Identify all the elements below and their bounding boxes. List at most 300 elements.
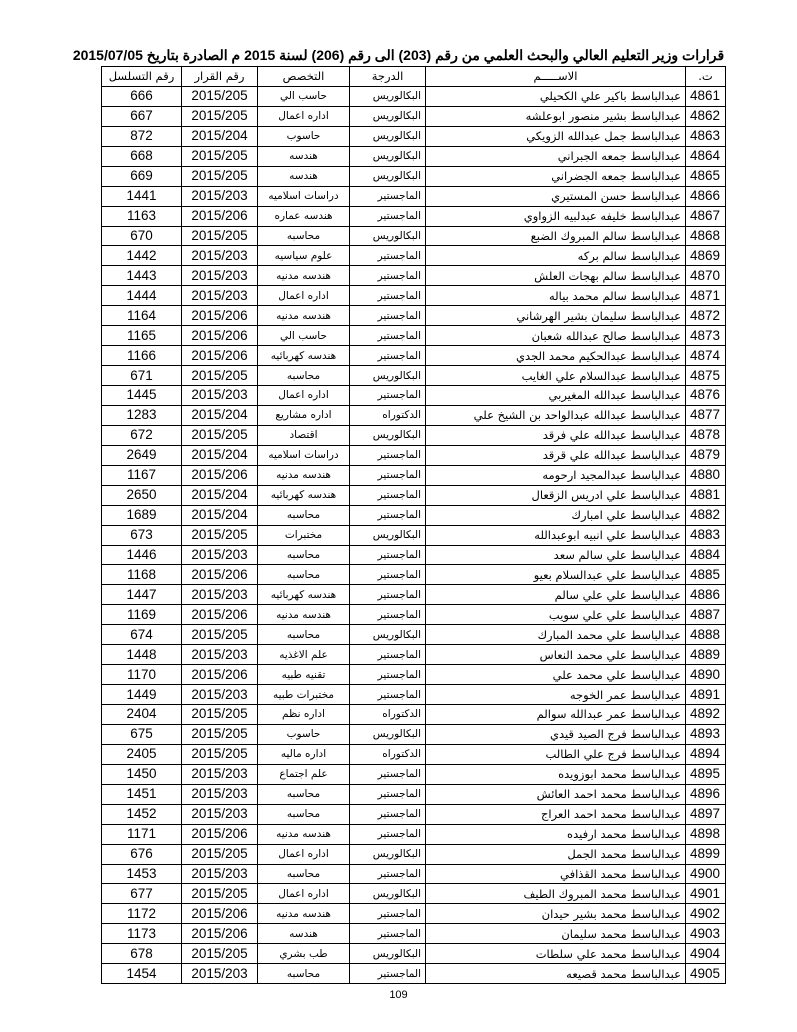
table-row bbox=[102, 645, 726, 665]
cell-seq: 4874 bbox=[686, 346, 726, 366]
cell-seq: 4869 bbox=[686, 246, 726, 266]
cell-seq: 4888 bbox=[686, 625, 726, 645]
cell-serial-number: 1443 bbox=[102, 266, 182, 286]
cell-serial-number: 1172 bbox=[102, 904, 182, 924]
cell-name: عبدالباسط عبدالسلام علي الغايب bbox=[426, 366, 686, 386]
cell-seq: 4882 bbox=[686, 505, 726, 525]
cell-seq: 4891 bbox=[686, 685, 726, 705]
cell-specialization: محاسبه bbox=[258, 545, 350, 565]
cell-specialization: هندسه كهربائيه bbox=[258, 485, 350, 505]
cell-degree: البكالوريس bbox=[350, 724, 426, 744]
header-specialization: التخصص bbox=[258, 67, 350, 87]
cell-degree: الماجستير bbox=[350, 565, 426, 585]
table-row bbox=[102, 366, 726, 386]
table-row bbox=[102, 605, 726, 625]
cell-name: عبدالباسط علي عبدالسلام بعيو bbox=[426, 565, 686, 585]
cell-degree: الماجستير bbox=[350, 764, 426, 784]
cell-seq: 4868 bbox=[686, 226, 726, 246]
cell-decision-number: 2015/205 bbox=[182, 146, 258, 166]
cell-degree: الماجستير bbox=[350, 266, 426, 286]
cell-decision-number: 2015/204 bbox=[182, 405, 258, 425]
cell-serial-number: 1165 bbox=[102, 326, 182, 346]
cell-seq: 4862 bbox=[686, 106, 726, 126]
cell-seq: 4885 bbox=[686, 565, 726, 585]
table-row bbox=[102, 186, 726, 206]
cell-serial-number: 666 bbox=[102, 86, 182, 106]
cell-specialization: علوم سياسيه bbox=[258, 246, 350, 266]
cell-seq: 4881 bbox=[686, 485, 726, 505]
cell-name: عبدالباسط سليمان بشير الهرشاني bbox=[426, 306, 686, 326]
cell-decision-number: 2015/204 bbox=[182, 505, 258, 525]
cell-name: عبدالباسط عبدالله علي فرقد bbox=[426, 425, 686, 445]
cell-name: عبدالباسط فرج علي الطالب bbox=[426, 744, 686, 764]
cell-specialization: هندسه عماره bbox=[258, 206, 350, 226]
cell-seq: 4904 bbox=[686, 944, 726, 964]
cell-name: عبدالباسط محمد قصيعه bbox=[426, 964, 686, 984]
cell-name: عبدالباسط علي محمد المبارك bbox=[426, 625, 686, 645]
cell-seq: 4894 bbox=[686, 744, 726, 764]
cell-decision-number: 2015/205 bbox=[182, 884, 258, 904]
table-row bbox=[102, 525, 726, 545]
cell-name: عبدالباسط عبدالله علي قرقد bbox=[426, 445, 686, 465]
cell-serial-number: 1164 bbox=[102, 306, 182, 326]
cell-specialization: هندسه bbox=[258, 924, 350, 944]
cell-specialization: هندسه مدنيه bbox=[258, 824, 350, 844]
table-row bbox=[102, 226, 726, 246]
cell-specialization: محاسبه bbox=[258, 565, 350, 585]
cell-decision-number: 2015/203 bbox=[182, 964, 258, 984]
table-row bbox=[102, 824, 726, 844]
cell-degree: الماجستير bbox=[350, 246, 426, 266]
cell-seq: 4889 bbox=[686, 645, 726, 665]
cell-degree: الدكتوراه bbox=[350, 744, 426, 764]
cell-decision-number: 2015/203 bbox=[182, 286, 258, 306]
table-row bbox=[102, 864, 726, 884]
table-row bbox=[102, 286, 726, 306]
cell-name: عبدالباسط عبدالحكيم محمد الجدي bbox=[426, 346, 686, 366]
cell-degree: الماجستير bbox=[350, 645, 426, 665]
cell-decision-number: 2015/206 bbox=[182, 824, 258, 844]
cell-serial-number: 674 bbox=[102, 625, 182, 645]
cell-degree: الماجستير bbox=[350, 386, 426, 406]
cell-decision-number: 2015/206 bbox=[182, 904, 258, 924]
cell-degree: البكالوريس bbox=[350, 425, 426, 445]
cell-degree: الماجستير bbox=[350, 824, 426, 844]
cell-degree: البكالوريس bbox=[350, 86, 426, 106]
cell-decision-number: 2015/203 bbox=[182, 246, 258, 266]
cell-name: عبدالباسط علي محمد علي bbox=[426, 665, 686, 685]
cell-specialization: هندسه مدنيه bbox=[258, 266, 350, 286]
cell-degree: الماجستير bbox=[350, 685, 426, 705]
cell-specialization: اداره اعمال bbox=[258, 106, 350, 126]
cell-seq: 4883 bbox=[686, 525, 726, 545]
cell-specialization: محاسبه bbox=[258, 804, 350, 824]
cell-decision-number: 2015/206 bbox=[182, 326, 258, 346]
cell-specialization: علم اجتماع bbox=[258, 764, 350, 784]
cell-serial-number: 677 bbox=[102, 884, 182, 904]
cell-degree: الدكتوراه bbox=[350, 705, 426, 725]
table-row bbox=[102, 904, 726, 924]
cell-specialization: دراسات اسلاميه bbox=[258, 445, 350, 465]
cell-name: عبدالباسط محمد بشير حيدان bbox=[426, 904, 686, 924]
cell-seq: 4866 bbox=[686, 186, 726, 206]
cell-seq: 4872 bbox=[686, 306, 726, 326]
cell-seq: 4864 bbox=[686, 146, 726, 166]
cell-seq: 4903 bbox=[686, 924, 726, 944]
cell-name: عبدالباسط صالح عبدالله شعبان bbox=[426, 326, 686, 346]
cell-serial-number: 1453 bbox=[102, 864, 182, 884]
cell-serial-number: 1173 bbox=[102, 924, 182, 944]
table-row bbox=[102, 445, 726, 465]
cell-degree: البكالوريس bbox=[350, 106, 426, 126]
cell-specialization: حاسوب bbox=[258, 126, 350, 146]
cell-seq: 4878 bbox=[686, 425, 726, 445]
cell-seq: 4863 bbox=[686, 126, 726, 146]
cell-decision-number: 2015/206 bbox=[182, 924, 258, 944]
cell-decision-number: 2015/205 bbox=[182, 744, 258, 764]
cell-decision-number: 2015/206 bbox=[182, 605, 258, 625]
cell-degree: البكالوريس bbox=[350, 525, 426, 545]
cell-seq: 4870 bbox=[686, 266, 726, 286]
cell-decision-number: 2015/205 bbox=[182, 106, 258, 126]
cell-name: عبدالباسط محمد سليمان bbox=[426, 924, 686, 944]
cell-decision-number: 2015/205 bbox=[182, 844, 258, 864]
header-decision-number: رقم القرار bbox=[182, 67, 258, 87]
cell-specialization: محاسبه bbox=[258, 784, 350, 804]
cell-degree: الماجستير bbox=[350, 326, 426, 346]
cell-serial-number: 678 bbox=[102, 944, 182, 964]
table-row bbox=[102, 685, 726, 705]
cell-seq: 4897 bbox=[686, 804, 726, 824]
cell-seq: 4893 bbox=[686, 724, 726, 744]
cell-specialization: اداره اعمال bbox=[258, 286, 350, 306]
cell-decision-number: 2015/206 bbox=[182, 346, 258, 366]
cell-name: عبدالباسط عبدالله عبدالواحد بن الشيخ علي bbox=[426, 405, 686, 425]
cell-seq: 4867 bbox=[686, 206, 726, 226]
cell-serial-number: 1454 bbox=[102, 964, 182, 984]
cell-specialization: اداره نظم bbox=[258, 705, 350, 725]
cell-name: عبدالباسط علي ادريس الزقعال bbox=[426, 485, 686, 505]
cell-name: عبدالباسط محمد القذافي bbox=[426, 864, 686, 884]
table-row bbox=[102, 346, 726, 366]
cell-serial-number: 1166 bbox=[102, 346, 182, 366]
table-row bbox=[102, 86, 726, 106]
table-row bbox=[102, 724, 726, 744]
cell-name: عبدالباسط محمد ابوزويده bbox=[426, 764, 686, 784]
cell-name: عبدالباسط محمد ارفيده bbox=[426, 824, 686, 844]
cell-serial-number: 2404 bbox=[102, 705, 182, 725]
cell-decision-number: 2015/205 bbox=[182, 366, 258, 386]
cell-degree: الماجستير bbox=[350, 286, 426, 306]
cell-name: عبدالباسط فرج الصيد قيدي bbox=[426, 724, 686, 744]
cell-seq: 4899 bbox=[686, 844, 726, 864]
cell-serial-number: 1441 bbox=[102, 186, 182, 206]
cell-degree: الماجستير bbox=[350, 505, 426, 525]
cell-decision-number: 2015/205 bbox=[182, 226, 258, 246]
cell-serial-number: 668 bbox=[102, 146, 182, 166]
cell-decision-number: 2015/206 bbox=[182, 306, 258, 326]
cell-name: عبدالباسط عبدالله المغيربي bbox=[426, 386, 686, 406]
cell-degree: الماجستير bbox=[350, 306, 426, 326]
table-row bbox=[102, 625, 726, 645]
cell-specialization: هندسه bbox=[258, 146, 350, 166]
cell-name: عبدالباسط جمل عبدالله الزويكي bbox=[426, 126, 686, 146]
table-row bbox=[102, 465, 726, 485]
table-row bbox=[102, 106, 726, 126]
cell-specialization: تقنيه طبيه bbox=[258, 665, 350, 685]
cell-decision-number: 2015/205 bbox=[182, 944, 258, 964]
cell-serial-number: 675 bbox=[102, 724, 182, 744]
cell-specialization: دراسات اسلاميه bbox=[258, 186, 350, 206]
cell-decision-number: 2015/205 bbox=[182, 86, 258, 106]
table-row bbox=[102, 405, 726, 425]
cell-specialization: محاسبه bbox=[258, 625, 350, 645]
table-body bbox=[102, 86, 726, 983]
table-row bbox=[102, 206, 726, 226]
cell-decision-number: 2015/205 bbox=[182, 625, 258, 645]
cell-serial-number: 1445 bbox=[102, 386, 182, 406]
cell-name: عبدالباسط محمد علي سلطات bbox=[426, 944, 686, 964]
cell-specialization: اداره ماليه bbox=[258, 744, 350, 764]
cell-decision-number: 2015/205 bbox=[182, 166, 258, 186]
cell-seq: 4876 bbox=[686, 386, 726, 406]
table-row bbox=[102, 565, 726, 585]
cell-name: عبدالباسط محمد احمد العراج bbox=[426, 804, 686, 824]
cell-seq: 4879 bbox=[686, 445, 726, 465]
cell-degree: الماجستير bbox=[350, 605, 426, 625]
cell-degree: البكالوريس bbox=[350, 146, 426, 166]
cell-degree: الدكتوراه bbox=[350, 405, 426, 425]
cell-specialization: هندسه مدنيه bbox=[258, 605, 350, 625]
cell-name: عبدالباسط جمعه الجضراني bbox=[426, 166, 686, 186]
cell-specialization: مختبرات bbox=[258, 525, 350, 545]
decisions-table bbox=[101, 66, 726, 984]
cell-seq: 4875 bbox=[686, 366, 726, 386]
cell-decision-number: 2015/203 bbox=[182, 266, 258, 286]
header-name: الاســـــم bbox=[426, 67, 686, 87]
header-seq: ت. bbox=[686, 67, 726, 87]
table-row bbox=[102, 545, 726, 565]
cell-decision-number: 2015/203 bbox=[182, 186, 258, 206]
cell-specialization: طب بشري bbox=[258, 944, 350, 964]
cell-serial-number: 1283 bbox=[102, 405, 182, 425]
cell-name: عبدالباسط محمد المبروك الطيف bbox=[426, 884, 686, 904]
cell-serial-number: 2405 bbox=[102, 744, 182, 764]
table-row bbox=[102, 146, 726, 166]
cell-name: عبدالباسط بشير منصور ابوعلشه bbox=[426, 106, 686, 126]
cell-seq: 4873 bbox=[686, 326, 726, 346]
cell-specialization: محاسبه bbox=[258, 964, 350, 984]
cell-serial-number: 667 bbox=[102, 106, 182, 126]
cell-seq: 4880 bbox=[686, 465, 726, 485]
table-row bbox=[102, 326, 726, 346]
cell-specialization: محاسبه bbox=[258, 864, 350, 884]
cell-name: عبدالباسط عمر الخوجه bbox=[426, 685, 686, 705]
cell-decision-number: 2015/205 bbox=[182, 425, 258, 445]
cell-specialization: اقتصاد bbox=[258, 425, 350, 445]
cell-seq: 4890 bbox=[686, 665, 726, 685]
cell-degree: الماجستير bbox=[350, 206, 426, 226]
cell-serial-number: 1447 bbox=[102, 585, 182, 605]
cell-degree: البكالوريس bbox=[350, 226, 426, 246]
table-row bbox=[102, 166, 726, 186]
cell-serial-number: 670 bbox=[102, 226, 182, 246]
cell-degree: الماجستير bbox=[350, 465, 426, 485]
cell-name: عبدالباسط علي علي سويب bbox=[426, 605, 686, 625]
cell-decision-number: 2015/204 bbox=[182, 445, 258, 465]
cell-decision-number: 2015/205 bbox=[182, 525, 258, 545]
table-row bbox=[102, 884, 726, 904]
cell-specialization: هندسه كهربائيه bbox=[258, 585, 350, 605]
table-header-row bbox=[102, 67, 726, 87]
table-row bbox=[102, 425, 726, 445]
cell-degree: الماجستير bbox=[350, 186, 426, 206]
cell-seq: 4905 bbox=[686, 964, 726, 984]
cell-name: عبدالباسط محمد الجمل bbox=[426, 844, 686, 864]
table-row bbox=[102, 505, 726, 525]
cell-serial-number: 671 bbox=[102, 366, 182, 386]
cell-decision-number: 2015/206 bbox=[182, 206, 258, 226]
table-row bbox=[102, 804, 726, 824]
cell-serial-number: 1171 bbox=[102, 824, 182, 844]
cell-degree: الماجستير bbox=[350, 784, 426, 804]
cell-specialization: مختبرات طبيه bbox=[258, 685, 350, 705]
table-row bbox=[102, 844, 726, 864]
cell-specialization: اداره اعمال bbox=[258, 884, 350, 904]
cell-specialization: هندسه مدنيه bbox=[258, 306, 350, 326]
cell-name: عبدالباسط سالم المبروك الضبع bbox=[426, 226, 686, 246]
cell-serial-number: 1450 bbox=[102, 764, 182, 784]
cell-specialization: هندسه كهربائيه bbox=[258, 346, 350, 366]
cell-serial-number: 1449 bbox=[102, 685, 182, 705]
cell-degree: الماجستير bbox=[350, 804, 426, 824]
cell-serial-number: 1448 bbox=[102, 645, 182, 665]
cell-specialization: اداره مشاريع bbox=[258, 405, 350, 425]
table-row bbox=[102, 764, 726, 784]
cell-seq: 4900 bbox=[686, 864, 726, 884]
page-number: 109 bbox=[389, 989, 408, 1001]
table-row bbox=[102, 306, 726, 326]
cell-seq: 4886 bbox=[686, 585, 726, 605]
cell-seq: 4887 bbox=[686, 605, 726, 625]
table-row bbox=[102, 944, 726, 964]
table-row bbox=[102, 964, 726, 984]
cell-name: عبدالباسط محمد احمد العائش bbox=[426, 784, 686, 804]
table-row bbox=[102, 665, 726, 685]
cell-serial-number: 1167 bbox=[102, 465, 182, 485]
cell-name: عبدالباسط باكير علي الكحيلي bbox=[426, 86, 686, 106]
cell-serial-number: 2650 bbox=[102, 485, 182, 505]
cell-specialization: اداره اعمال bbox=[258, 844, 350, 864]
cell-seq: 4884 bbox=[686, 545, 726, 565]
table-row bbox=[102, 784, 726, 804]
cell-decision-number: 2015/204 bbox=[182, 485, 258, 505]
cell-seq: 4892 bbox=[686, 705, 726, 725]
cell-serial-number: 1452 bbox=[102, 804, 182, 824]
cell-seq: 4861 bbox=[686, 86, 726, 106]
table-row bbox=[102, 485, 726, 505]
cell-decision-number: 2015/203 bbox=[182, 585, 258, 605]
header-serial-number: رقم التسلسل bbox=[102, 67, 182, 87]
cell-name: عبدالباسط جمعه الجبراني bbox=[426, 146, 686, 166]
table-row bbox=[102, 126, 726, 146]
cell-serial-number: 1444 bbox=[102, 286, 182, 306]
cell-specialization: اداره اعمال bbox=[258, 386, 350, 406]
cell-degree: البكالوريس bbox=[350, 126, 426, 146]
table-row bbox=[102, 705, 726, 725]
cell-name: عبدالباسط سالم محمد بياله bbox=[426, 286, 686, 306]
cell-serial-number: 1442 bbox=[102, 246, 182, 266]
cell-specialization: حاسب الي bbox=[258, 326, 350, 346]
cell-degree: الماجستير bbox=[350, 545, 426, 565]
table-row bbox=[102, 246, 726, 266]
cell-specialization: حاسوب bbox=[258, 724, 350, 744]
cell-name: عبدالباسط خليفه عبدلبيه الزواوي bbox=[426, 206, 686, 226]
cell-name: عبدالباسط حسن المستيري bbox=[426, 186, 686, 206]
cell-seq: 4871 bbox=[686, 286, 726, 306]
cell-serial-number: 1446 bbox=[102, 545, 182, 565]
cell-degree: البكالوريس bbox=[350, 884, 426, 904]
cell-degree: البكالوريس bbox=[350, 166, 426, 186]
cell-name: عبدالباسط علي علي سالم bbox=[426, 585, 686, 605]
cell-degree: الماجستير bbox=[350, 346, 426, 366]
cell-serial-number: 676 bbox=[102, 844, 182, 864]
cell-degree: البكالوريس bbox=[350, 625, 426, 645]
cell-seq: 4898 bbox=[686, 824, 726, 844]
document-title: قرارات وزير التعليم العالي والبحث العلمي من رقم (203) الى رقم (206) لسنة 2015 م الصادرة بتاريخ 2015/07/05 bbox=[72, 47, 725, 63]
cell-name: عبدالباسط سالم بهجات العلش bbox=[426, 266, 686, 286]
cell-decision-number: 2015/204 bbox=[182, 126, 258, 146]
cell-specialization: هندسه مدنيه bbox=[258, 904, 350, 924]
cell-decision-number: 2015/205 bbox=[182, 705, 258, 725]
cell-seq: 4902 bbox=[686, 904, 726, 924]
cell-degree: البكالوريس bbox=[350, 844, 426, 864]
table-row bbox=[102, 744, 726, 764]
cell-serial-number: 672 bbox=[102, 425, 182, 445]
table-row bbox=[102, 266, 726, 286]
cell-decision-number: 2015/206 bbox=[182, 565, 258, 585]
cell-specialization: محاسبه bbox=[258, 366, 350, 386]
cell-name: عبدالباسط علي سالم سعد bbox=[426, 545, 686, 565]
cell-name: عبدالباسط علي امبارك bbox=[426, 505, 686, 525]
cell-decision-number: 2015/205 bbox=[182, 724, 258, 744]
cell-decision-number: 2015/206 bbox=[182, 665, 258, 685]
cell-name: عبدالباسط عبدالمجيد ارحومه bbox=[426, 465, 686, 485]
cell-name: عبدالباسط سالم بركه bbox=[426, 246, 686, 266]
cell-serial-number: 1689 bbox=[102, 505, 182, 525]
cell-decision-number: 2015/203 bbox=[182, 386, 258, 406]
cell-specialization: هندسه bbox=[258, 166, 350, 186]
cell-decision-number: 2015/203 bbox=[182, 804, 258, 824]
cell-serial-number: 673 bbox=[102, 525, 182, 545]
header-degree: الدرجة bbox=[350, 67, 426, 87]
cell-serial-number: 1170 bbox=[102, 665, 182, 685]
cell-specialization: علم الاغذيه bbox=[258, 645, 350, 665]
cell-serial-number: 1168 bbox=[102, 565, 182, 585]
cell-degree: البكالوريس bbox=[350, 366, 426, 386]
cell-seq: 4901 bbox=[686, 884, 726, 904]
cell-decision-number: 2015/203 bbox=[182, 645, 258, 665]
cell-seq: 4877 bbox=[686, 405, 726, 425]
cell-specialization: هندسه مدنيه bbox=[258, 465, 350, 485]
cell-decision-number: 2015/203 bbox=[182, 685, 258, 705]
cell-decision-number: 2015/203 bbox=[182, 784, 258, 804]
cell-name: عبدالباسط علي محمد النعاس bbox=[426, 645, 686, 665]
cell-decision-number: 2015/206 bbox=[182, 465, 258, 485]
cell-degree: الماجستير bbox=[350, 864, 426, 884]
cell-decision-number: 2015/203 bbox=[182, 864, 258, 884]
table-row bbox=[102, 386, 726, 406]
